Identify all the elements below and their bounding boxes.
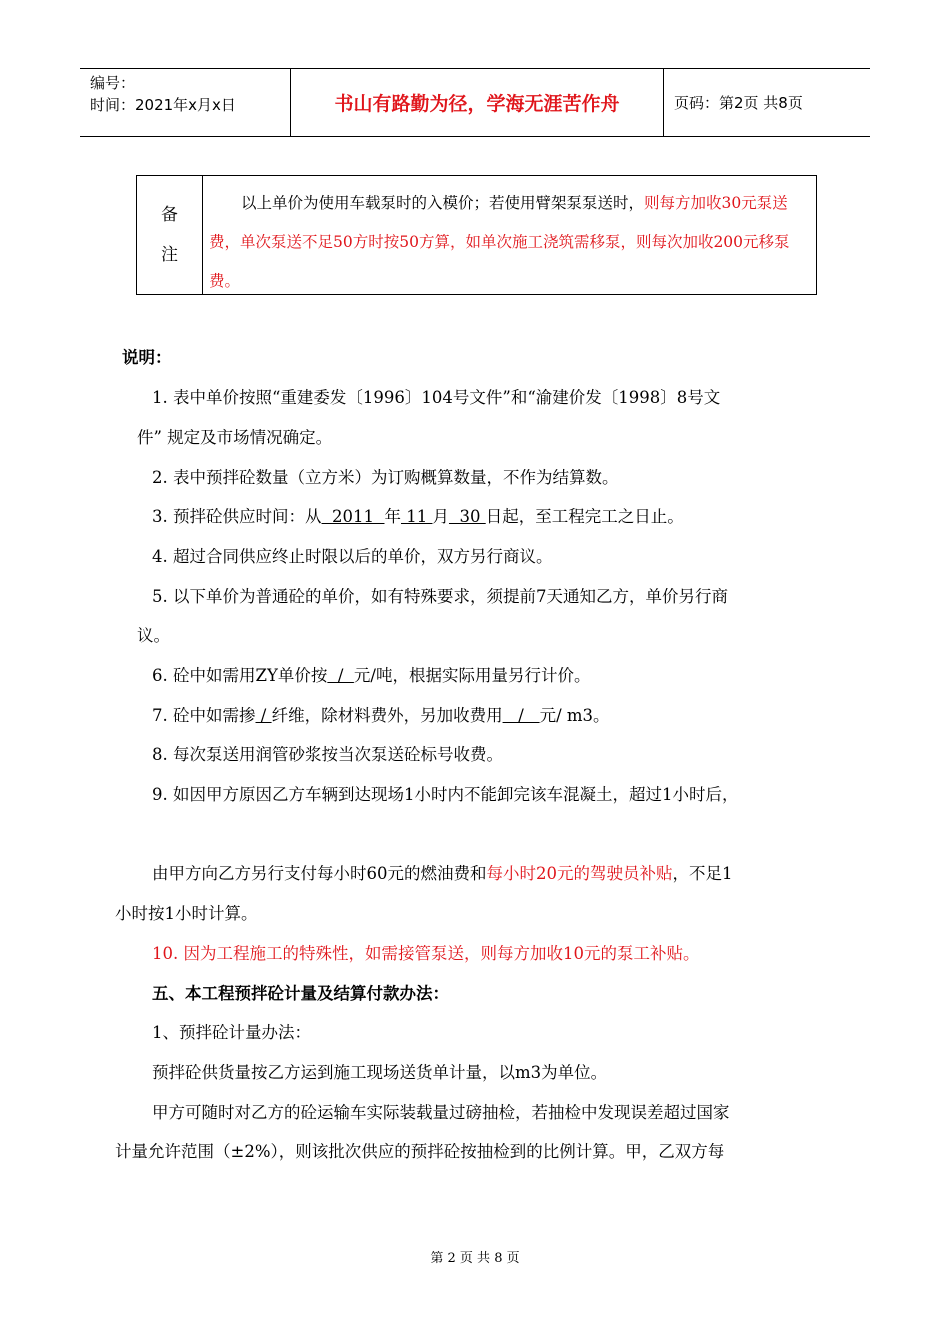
item-3 <box>152 503 684 527</box>
item-10: 10. 因为工程施工的特殊性，如需接管泵送，则每方加收10元的泵工补贴。 <box>152 944 700 963</box>
item-7 <box>152 702 610 726</box>
item-1-line-2: 件” 规定及市场情况确定。 <box>137 428 333 447</box>
item-6 <box>152 662 590 686</box>
remarks-text-red: 则每方加收30元泵送费，单次泵送不足50方时按50方算，如单次施工浇筑需移泵，则每次加收200元移泵费。 <box>209 194 790 290</box>
item-6-blank: / <box>327 666 354 685</box>
item-3-prefix: 3. 预拌砼供应时间：从 <box>152 507 322 526</box>
page-info: 页码：第2页 共8页 <box>674 94 803 112</box>
item-9-continued <box>152 860 733 884</box>
motto: 书山有路勤为径，学海无涯苦作舟 <box>291 69 664 136</box>
header-left-cell <box>80 69 291 136</box>
section-5-paragraph-2-line-1: 甲方可随时对乙方的砼运输车实际装载量过磅抽检，若抽检中发现误差超过国家 <box>152 1103 730 1122</box>
item-9-cont-black: 由甲方向乙方另行支付每小时60元的燃油费和 <box>152 864 487 883</box>
time-label: 时间：2021年x月x日 <box>90 96 236 114</box>
section-5-title: 五、本工程预拌砼计量及结算付款办法： <box>152 984 449 1003</box>
item-2: 2. 表中预拌砼数量（立方米）为订购概算数量，不作为结算数。 <box>152 468 619 487</box>
item-3-year-unit: 年 <box>384 507 401 526</box>
item-3-year: 2011 <box>321 507 385 526</box>
item-6-prefix: 6. 砼中如需用ZY单价按 <box>152 666 328 685</box>
remarks-text <box>203 176 816 294</box>
remarks-text-black: 以上单价为使用车载泵时的入模价；若使用臂架泵泵送时， <box>241 194 645 212</box>
item-7-mid: 纤维，除材料费外，另加收费用 <box>271 706 503 725</box>
item-7-blank-2: / <box>502 706 540 725</box>
remarks-label <box>137 176 203 294</box>
item-5-line-1: 5. 以下单价为普通砼的单价，如有特殊要求，须提前7天通知乙方，单价另行商 <box>152 587 728 606</box>
remarks-label-bottom: 注 <box>161 245 178 265</box>
item-3-suffix: 日起，至工程完工之日止。 <box>485 507 684 526</box>
item-9: 9. 如因甲方原因乙方车辆到达现场1小时内不能卸完该车混凝土，超过1小时后， <box>152 785 739 804</box>
page-footer: 第 2 页 共 8 页 <box>430 1251 520 1266</box>
item-9-cont-red: 每小时20元的驾驶员补贴 <box>486 864 673 883</box>
section-5-paragraph-1: 预拌砼供货量按乙方运到施工现场送货单计量，以m3为单位。 <box>152 1063 608 1082</box>
page-header <box>80 68 870 137</box>
item-3-month-unit: 月 <box>432 507 449 526</box>
remarks-table <box>136 175 817 295</box>
item-1-line-1: 1. 表中单价按照“重建委发〔1996〕104号文件”和“渝建价发〔1998〕8号文 <box>152 388 721 407</box>
item-9-cont-tail: ，不足1 <box>672 864 733 883</box>
item-7-suffix: 元/ m3。 <box>539 706 610 725</box>
item-5-line-2: 议。 <box>137 626 170 645</box>
section-5-paragraph-2-line-2: 计量允许范围（±2%），则该批次供应的预拌砼按抽检到的比例计算。甲，乙双方每 <box>115 1142 725 1161</box>
item-3-month: 11 <box>400 507 433 526</box>
number-label: 编号： <box>90 74 136 92</box>
item-7-blank-1: / <box>255 706 272 725</box>
item-4: 4. 超过合同供应终止时限以后的单价，双方另行商议。 <box>152 547 553 566</box>
item-3-day: 30 <box>448 507 486 526</box>
item-7-prefix: 7. 砼中如需掺 <box>152 706 256 725</box>
section-5-subtitle: 1、预拌砼计量办法： <box>152 1023 311 1042</box>
section-title: 说明： <box>122 348 172 367</box>
item-6-suffix: 元/吨，根据实际用量另行计价。 <box>353 666 591 685</box>
item-9-continued-line-2: 小时按1小时计算。 <box>115 904 258 923</box>
remarks-label-top: 备 <box>161 205 178 225</box>
item-8: 8. 每次泵送用润管砂浆按当次泵送砼标号收费。 <box>152 745 503 764</box>
